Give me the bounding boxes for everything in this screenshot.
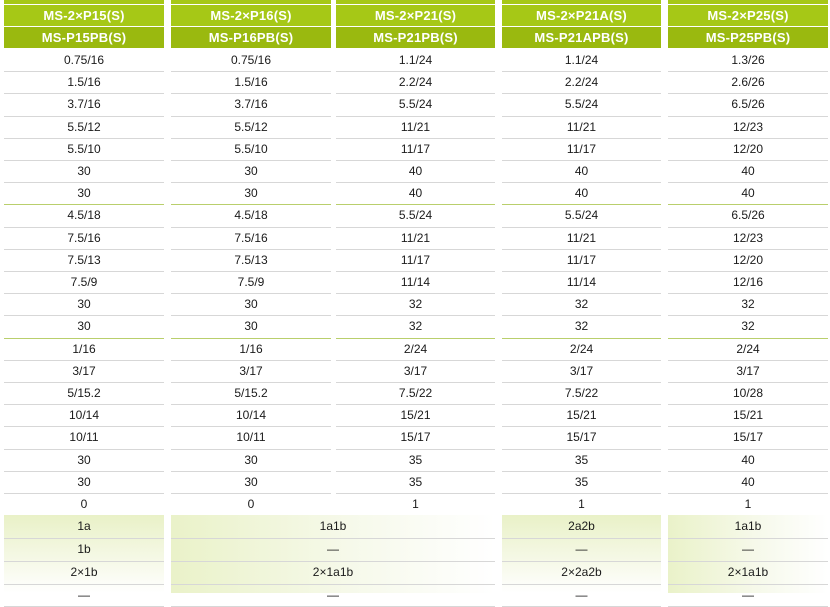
table-cell: 0 (247, 497, 255, 511)
table-cell: 10/11 (236, 430, 266, 445)
table-cell: 1.5/16 (234, 75, 268, 90)
table-cell: 0 (80, 497, 88, 511)
table-cell: 5.5/10 (234, 141, 268, 156)
table-cell: 0.75/16 (63, 53, 105, 67)
contact-cell: 2×1b (70, 564, 98, 579)
table-cell: 11/21 (566, 119, 597, 134)
contact-cell: 1a1b (319, 519, 347, 534)
header-model-code: MS-P16PB(S) (171, 27, 331, 48)
table-cell: 15/17 (732, 430, 764, 445)
table-cell: 2.2/24 (564, 75, 599, 90)
table-cell: 5.5/12 (234, 119, 268, 134)
table-cell: 40 (408, 186, 423, 201)
table-cell: 40 (741, 474, 755, 489)
contact-cell: — (742, 587, 754, 602)
header-model-name: MS-2×P21A(S) (502, 5, 661, 26)
table-cell: 30 (244, 319, 258, 334)
contact-cell: 2×2a2b (561, 564, 602, 579)
table-cell: 12/20 (732, 252, 764, 267)
contact-cell: 2×1a1b (312, 564, 354, 579)
table-cell: 32 (741, 297, 755, 312)
table-cell: 40 (574, 186, 589, 201)
header-top-strip (171, 0, 331, 4)
table-cell: 2.6/26 (731, 75, 765, 90)
table-cell: 35 (408, 474, 423, 489)
table-cell: 11/17 (400, 252, 431, 267)
header-model-code: MS-P15PB(S) (4, 27, 164, 48)
table-cell: 11/14 (400, 275, 431, 289)
table-cell: 7.5/13 (67, 252, 101, 267)
contact-cell: 2×1a1b (727, 564, 769, 579)
table-cell: 11/17 (566, 252, 597, 267)
table-cell: 5/15.2 (234, 386, 268, 400)
table-cell: 40 (741, 186, 755, 201)
table-cell: 10/28 (732, 386, 764, 400)
table-cell: 3/17 (239, 363, 263, 378)
table-cell: 32 (408, 319, 423, 334)
table-cell: 4.5/18 (234, 208, 268, 223)
table-cell: 32 (574, 319, 589, 334)
table-cell: 40 (741, 164, 755, 178)
table-cell: 7.5/9 (237, 275, 265, 289)
contact-cell: 2a2b (568, 519, 595, 534)
table-cell: 30 (244, 186, 258, 201)
contact-cell: — (78, 587, 90, 602)
contact-cell: — (327, 542, 339, 556)
table-cell: 40 (574, 164, 589, 178)
table-cell: 7.5/16 (234, 230, 268, 245)
header-model-name: MS-2×P16(S) (171, 5, 331, 26)
table-cell: 12/20 (732, 141, 764, 156)
table-cell: 5.5/10 (67, 141, 101, 156)
table-cell: 7.5/22 (564, 386, 599, 400)
table-cell: 30 (244, 164, 258, 178)
table-cell: 3.7/16 (234, 97, 268, 112)
table-cell: 30 (77, 452, 91, 467)
contact-cell: — (742, 542, 754, 556)
table-cell: 1.5/16 (67, 75, 101, 90)
contact-cell: — (327, 587, 339, 602)
table-cell: 30 (77, 164, 91, 178)
table-cell: 1 (412, 497, 419, 511)
table-cell: 3/17 (72, 363, 96, 378)
table-cell: 11/17 (566, 141, 597, 156)
table-cell: 1.3/26 (731, 53, 765, 67)
table-cell: 32 (408, 297, 423, 312)
table-cell: 10/14 (235, 408, 267, 423)
table-cell: 15/17 (400, 430, 431, 445)
header-top-strip (502, 0, 661, 4)
table-cell: 12/23 (732, 119, 764, 134)
table-cell: 30 (77, 297, 91, 312)
table-cell: 2.2/24 (398, 75, 433, 90)
contact-cell: 1a1b (734, 519, 762, 534)
table-cell: 15/21 (566, 408, 597, 423)
table-cell: 3.7/16 (67, 97, 101, 112)
table-cell: 5.5/12 (67, 119, 101, 134)
table-cell: 2/24 (403, 341, 428, 356)
table-cell: 2/24 (736, 341, 760, 356)
table-cell: 11/17 (400, 141, 431, 156)
table-cell: 12/16 (732, 275, 764, 289)
table-cell: 11/14 (566, 275, 597, 289)
table-cell: 35 (408, 452, 423, 467)
table-cell: 32 (574, 297, 589, 312)
contact-cell: — (575, 587, 588, 602)
table-cell: 6.5/26 (731, 97, 765, 112)
table-cell: 15/17 (566, 430, 597, 445)
table-cell: 30 (244, 452, 258, 467)
table-cell: 40 (741, 452, 755, 467)
table-cell: 10/11 (69, 430, 99, 445)
table-cell: 5.5/24 (564, 208, 599, 223)
header-model-name: MS-2×P21(S) (336, 5, 495, 26)
table-cell: 30 (77, 474, 91, 489)
header-model-name: MS-2×P25(S) (668, 5, 828, 26)
table-cell: 12/23 (732, 230, 764, 245)
table-cell: 2/24 (569, 341, 594, 356)
table-cell: 6.5/26 (731, 208, 765, 223)
table-cell: 11/21 (566, 230, 597, 245)
table-cell: 35 (574, 474, 589, 489)
table-cell: 30 (77, 319, 91, 334)
table-cell: 10/14 (68, 408, 100, 423)
table-cell: 30 (77, 186, 91, 201)
table-cell: 3/17 (569, 363, 594, 378)
header-top-strip (4, 0, 164, 4)
table-cell: 1/16 (72, 341, 96, 356)
table-cell: 40 (408, 164, 423, 178)
table-cell: 3/17 (403, 363, 428, 378)
table-cell: 32 (741, 319, 755, 334)
header-model-name: MS-2×P15(S) (4, 5, 164, 26)
header-model-code: MS-P25PB(S) (668, 27, 828, 48)
table-cell: 15/21 (400, 408, 431, 423)
header-top-strip (336, 0, 495, 4)
table-cell: 1/16 (239, 341, 263, 356)
table-cell: 1 (744, 497, 752, 511)
table-cell: 1.1/24 (564, 53, 599, 67)
table-cell: 1.1/24 (398, 53, 433, 67)
header-model-code: MS-P21APB(S) (502, 27, 661, 48)
header-model-code: MS-P21PB(S) (336, 27, 495, 48)
table-cell: 5.5/24 (398, 208, 433, 223)
table-cell: 7.5/16 (67, 230, 101, 245)
table-cell: 5.5/24 (398, 97, 433, 112)
contact-cell: — (575, 542, 588, 556)
table-cell: 11/21 (400, 119, 431, 134)
table-cell: 7.5/13 (234, 252, 268, 267)
table-cell: 7.5/22 (398, 386, 433, 400)
table-cell: 7.5/9 (70, 275, 98, 289)
table-cell: 3/17 (736, 363, 760, 378)
table-cell: 0.75/16 (230, 53, 272, 67)
table-cell: 4.5/18 (67, 208, 101, 223)
contact-cell: 1b (77, 542, 91, 556)
contact-cell: 1a (77, 519, 91, 534)
table-cell: 35 (574, 452, 589, 467)
table-cell: 5.5/24 (564, 97, 599, 112)
table-cell: 11/21 (400, 230, 431, 245)
table-cell: 1 (578, 497, 585, 511)
table-cell: 15/21 (732, 408, 764, 423)
header-top-strip (668, 0, 828, 4)
table-cell: 30 (244, 297, 258, 312)
table-cell: 5/15.2 (67, 386, 101, 400)
table-cell: 30 (244, 474, 258, 489)
